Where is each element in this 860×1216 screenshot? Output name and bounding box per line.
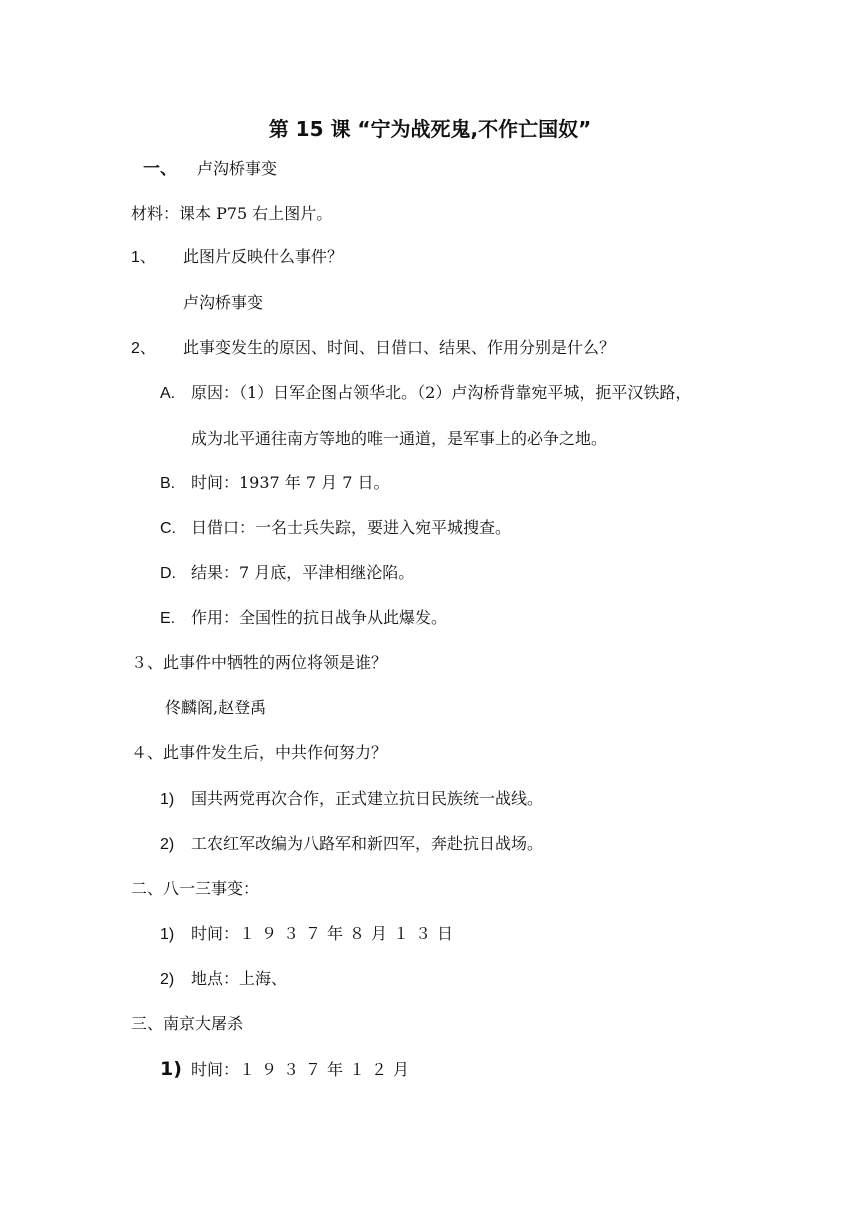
section-2-heading: 二、八一三事变： (131, 879, 260, 898)
list-item-text: 时间：1937 年 7 月 7 日。 (191, 473, 390, 492)
list-item-marker: A. (160, 385, 176, 402)
list-item-text: 结果：7 月底，平津相继沦陷。 (191, 563, 415, 582)
list-item-marker: C. (160, 520, 176, 537)
question-2-text: 此事变发生的原因、时间、日借口、结果、作用分别是什么？ (183, 338, 616, 357)
section-3-heading: 三、南京大屠杀 (131, 1014, 244, 1033)
list-item-marker: D. (160, 565, 176, 582)
list-item-text: 国共两党再次合作，正式建立抗日民族统一战线。 (191, 789, 544, 808)
lesson-title: 第 15 课 “宁为战死鬼,不作亡国奴” (268, 117, 592, 141)
list-item (160, 788, 543, 811)
section-1-heading: 卢沟桥事变 (197, 159, 278, 178)
list-item-marker: 2) (160, 971, 175, 988)
material-line: 材料：课本 P75 右上图片。 (131, 204, 333, 223)
list-item-value: １９３７年８月１３日 (239, 924, 460, 943)
question-1-answer: 卢沟桥事变 (183, 293, 264, 312)
list-item (160, 923, 459, 946)
section-1-marker: 一、 (143, 159, 177, 179)
list-item (160, 382, 691, 405)
question-3-answer: 佟麟阁,赵登禹 (165, 698, 267, 717)
list-item-marker: B. (160, 475, 176, 492)
list-item-marker: E. (160, 610, 176, 627)
question-1 (131, 246, 343, 269)
list-item (160, 472, 390, 495)
list-item-text: 工农红军改编为八路军和新四军，奔赴抗日战场。 (191, 834, 544, 853)
list-item-text: 作用：全国性的抗日战争从此爆发。 (191, 608, 448, 627)
question-1-text: 此图片反映什么事件？ (183, 247, 344, 266)
list-item-text: 日借口：一名士兵失踪，要进入宛平城搜查。 (191, 518, 512, 537)
question-2 (131, 337, 615, 360)
list-item-label: 地点：上海、 (191, 969, 288, 988)
list-item-marker: 2) (160, 836, 175, 853)
list-item (160, 517, 511, 540)
list-item-continuation: 成为北平通往南方等地的唯一通道，是军事上的必争之地。 (191, 429, 608, 448)
list-item (160, 607, 447, 630)
list-item (160, 562, 414, 585)
list-item-marker: 1) (160, 791, 175, 808)
list-item-value: １９３７年１２月 (239, 1060, 416, 1079)
question-3: ３、此事件中牺牲的两位将领是谁？ (131, 653, 388, 672)
list-item (160, 968, 287, 991)
list-item-label: 时间： (191, 1060, 240, 1079)
list-item (160, 833, 543, 856)
list-item-text: 原因：（1）日军企图占领华北。（2）卢沟桥背靠宛平城，扼平汉铁路， (191, 383, 692, 402)
question-2-number: 2、 (131, 340, 156, 357)
list-item-label: 时间： (191, 924, 240, 943)
list-item (160, 1058, 415, 1081)
question-4: ４、此事件发生后，中共作何努力？ (131, 743, 388, 762)
list-item-marker: 1) (160, 926, 175, 943)
question-1-number: 1、 (131, 249, 156, 266)
list-item-marker: 1) (160, 1058, 182, 1080)
section-1 (143, 158, 277, 180)
